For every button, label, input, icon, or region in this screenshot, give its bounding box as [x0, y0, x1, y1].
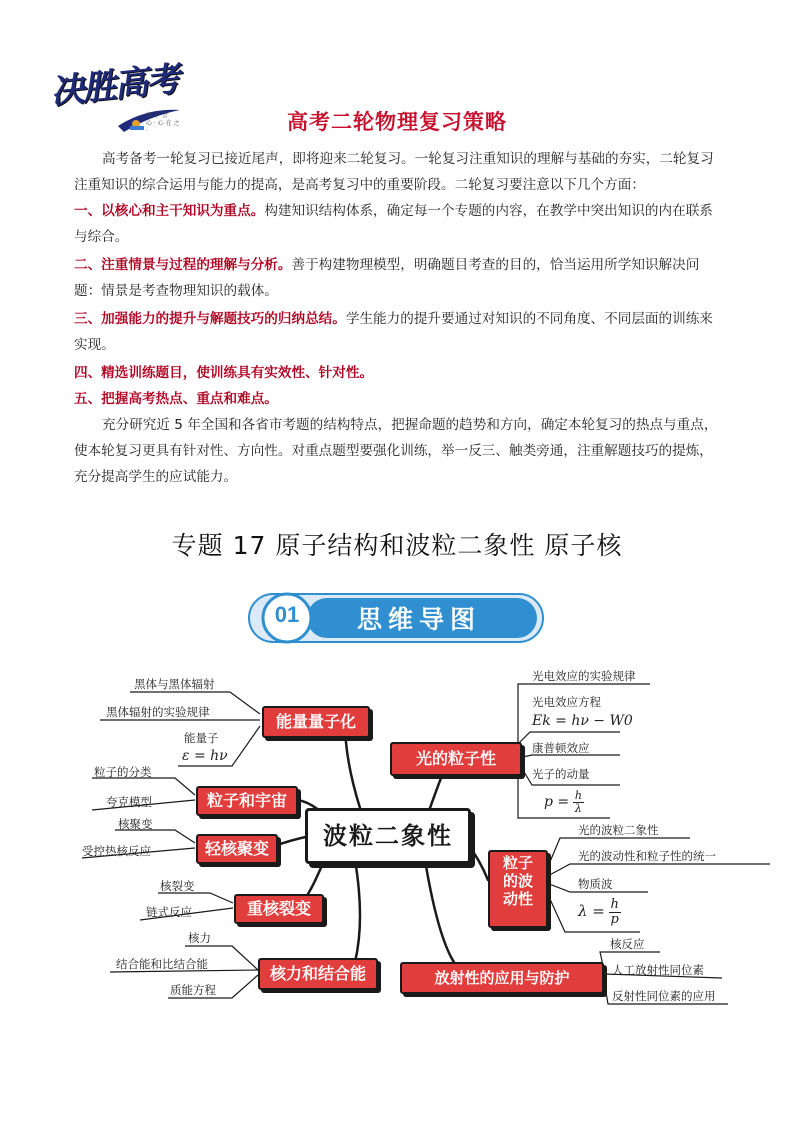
- point-1-head: 一、以核心和主干知识为重点。: [74, 203, 265, 219]
- node-photon-nature: 光的粒子性: [390, 742, 522, 776]
- leaf-momentum-formula: [544, 790, 584, 815]
- leaf-fusion: 核聚变: [118, 817, 153, 831]
- formula-lambda-num: h: [610, 897, 619, 912]
- logo-text: 决胜高考: [48, 59, 181, 113]
- node-energy-quanta: 能量量子化: [262, 706, 370, 738]
- logo-tagline-1: 鱼 于 会: [146, 112, 168, 119]
- leaf-quantum-eq: ε = hν: [182, 748, 228, 764]
- banner-number: 01: [274, 602, 300, 627]
- node-light-fusion: 轻核聚变: [196, 834, 278, 864]
- page-title: 高考二轮物理复习策略: [287, 110, 507, 134]
- leaf-isotope-app: 反射性同位素的应用: [612, 989, 716, 1003]
- point-2-head: 二、注重情景与过程的理解与分析。: [74, 257, 292, 273]
- leaf-controlled-fusion: 受控热核反应: [82, 844, 151, 858]
- logo-tagline-2: 心 · 心 在 之 ·: [146, 120, 180, 135]
- leaf-blackbody: 黑体与黑体辐射: [134, 677, 215, 691]
- leaf-pe-equation: 光电效应方程: [532, 695, 601, 709]
- leaf-binding-energy: 结合能和比结合能: [116, 957, 208, 971]
- node-nuclear-force: 核力和结合能: [258, 958, 378, 990]
- leaf-nuclear-reaction: 核反应: [610, 937, 645, 951]
- point-3-head: 三、加强能力的提升与解题技巧的归纳总结。: [74, 311, 346, 327]
- formula-p-den: λ: [574, 802, 582, 815]
- leaf-compton: 康普顿效应: [532, 741, 590, 755]
- leaf-mass-energy: 质能方程: [170, 983, 216, 997]
- leaf-fission: 核裂变: [160, 879, 195, 893]
- leaf-pe-eq: Ek = hν − W0: [532, 713, 633, 729]
- leaf-lambda-formula: [578, 898, 621, 927]
- node-particle-universe: 粒子和宇宙: [196, 786, 298, 816]
- node-radioactivity: 放射性的应用与防护: [400, 962, 604, 994]
- point-3-body: 学生能力的提升要通过对知识的不同角度、不同层面的训练来实现。: [74, 311, 713, 353]
- leaf-unity: 光的波动性和粒子性的统一: [578, 849, 716, 863]
- formula-p-lhs: p =: [544, 794, 570, 810]
- banner-label: 思维导图: [357, 605, 482, 634]
- leaf-pe-law: 光电效应的实验规律: [532, 669, 636, 683]
- formula-p-num: h: [574, 789, 582, 802]
- leaf-chain-reaction: 链式反应: [146, 905, 192, 919]
- closing-paragraph: 充分研究近 5 年全国和各省市考题的结构特点，把握命题的趋势和方向，确定本轮复习的热点与重点，使本轮复习更具有针对性、方向性。对重点题型要强化训练，举一反三、触类旁通，注重解题技巧的提炼，充分提高学生的应试能力。: [74, 417, 718, 485]
- formula-lambda-fraction: [609, 898, 621, 927]
- leaf-wave-particle: 光的波粒二象性: [578, 823, 659, 837]
- point-2-body: 善于构建物理模型，明确题目考查的目的，恰当运用所学知识解决问题：情景是考查物理知识的载体。: [74, 257, 700, 299]
- point-4: 四、精选训练题目，使训练具有实效性、针对性。: [74, 365, 374, 381]
- leaf-blackbody-law: 黑体辐射的实验规律: [106, 705, 210, 719]
- leaf-nuclear-force: 核力: [188, 931, 211, 945]
- mindmap-center: 波粒二象性: [305, 808, 471, 864]
- node-particle-wave-label: 粒子的波动性: [502, 854, 533, 908]
- point-5: 五、把握高考热点、重点和难点。: [74, 391, 278, 407]
- node-particle-wave: [488, 850, 548, 928]
- point-1-body: 构建知识结构体系，确定每一个专题的内容，在教学中突出知识的内在联系与综合。: [74, 203, 713, 245]
- intro-paragraph: 高考备考一轮复习已接近尾声，即将迎来二轮复习。一轮复习注重知识的理解与基础的夯实，二轮复习注重知识的综合运用与能力的提高，是高考复习中的重要阶段。二轮复习要注意以下几个方面：: [74, 151, 714, 193]
- leaf-photon-momentum: 光子的动量: [532, 767, 590, 781]
- leaf-quark-model: 夸克模型: [106, 795, 152, 809]
- leaf-matter-wave: 物质波: [578, 877, 613, 891]
- node-heavy-fission: 重核裂变: [234, 894, 324, 924]
- leaf-particle-class: 粒子的分类: [94, 765, 152, 779]
- formula-lambda-lhs: λ =: [578, 902, 605, 920]
- leaf-artificial-isotope: 人工放射性同位素: [612, 963, 704, 977]
- formula-lambda-den: p: [610, 912, 619, 927]
- topic-title: 专题 17 原子结构和波粒二象性 原子核: [171, 531, 623, 560]
- leaf-quantum: 能量子: [184, 731, 219, 745]
- formula-p-fraction: [573, 790, 584, 815]
